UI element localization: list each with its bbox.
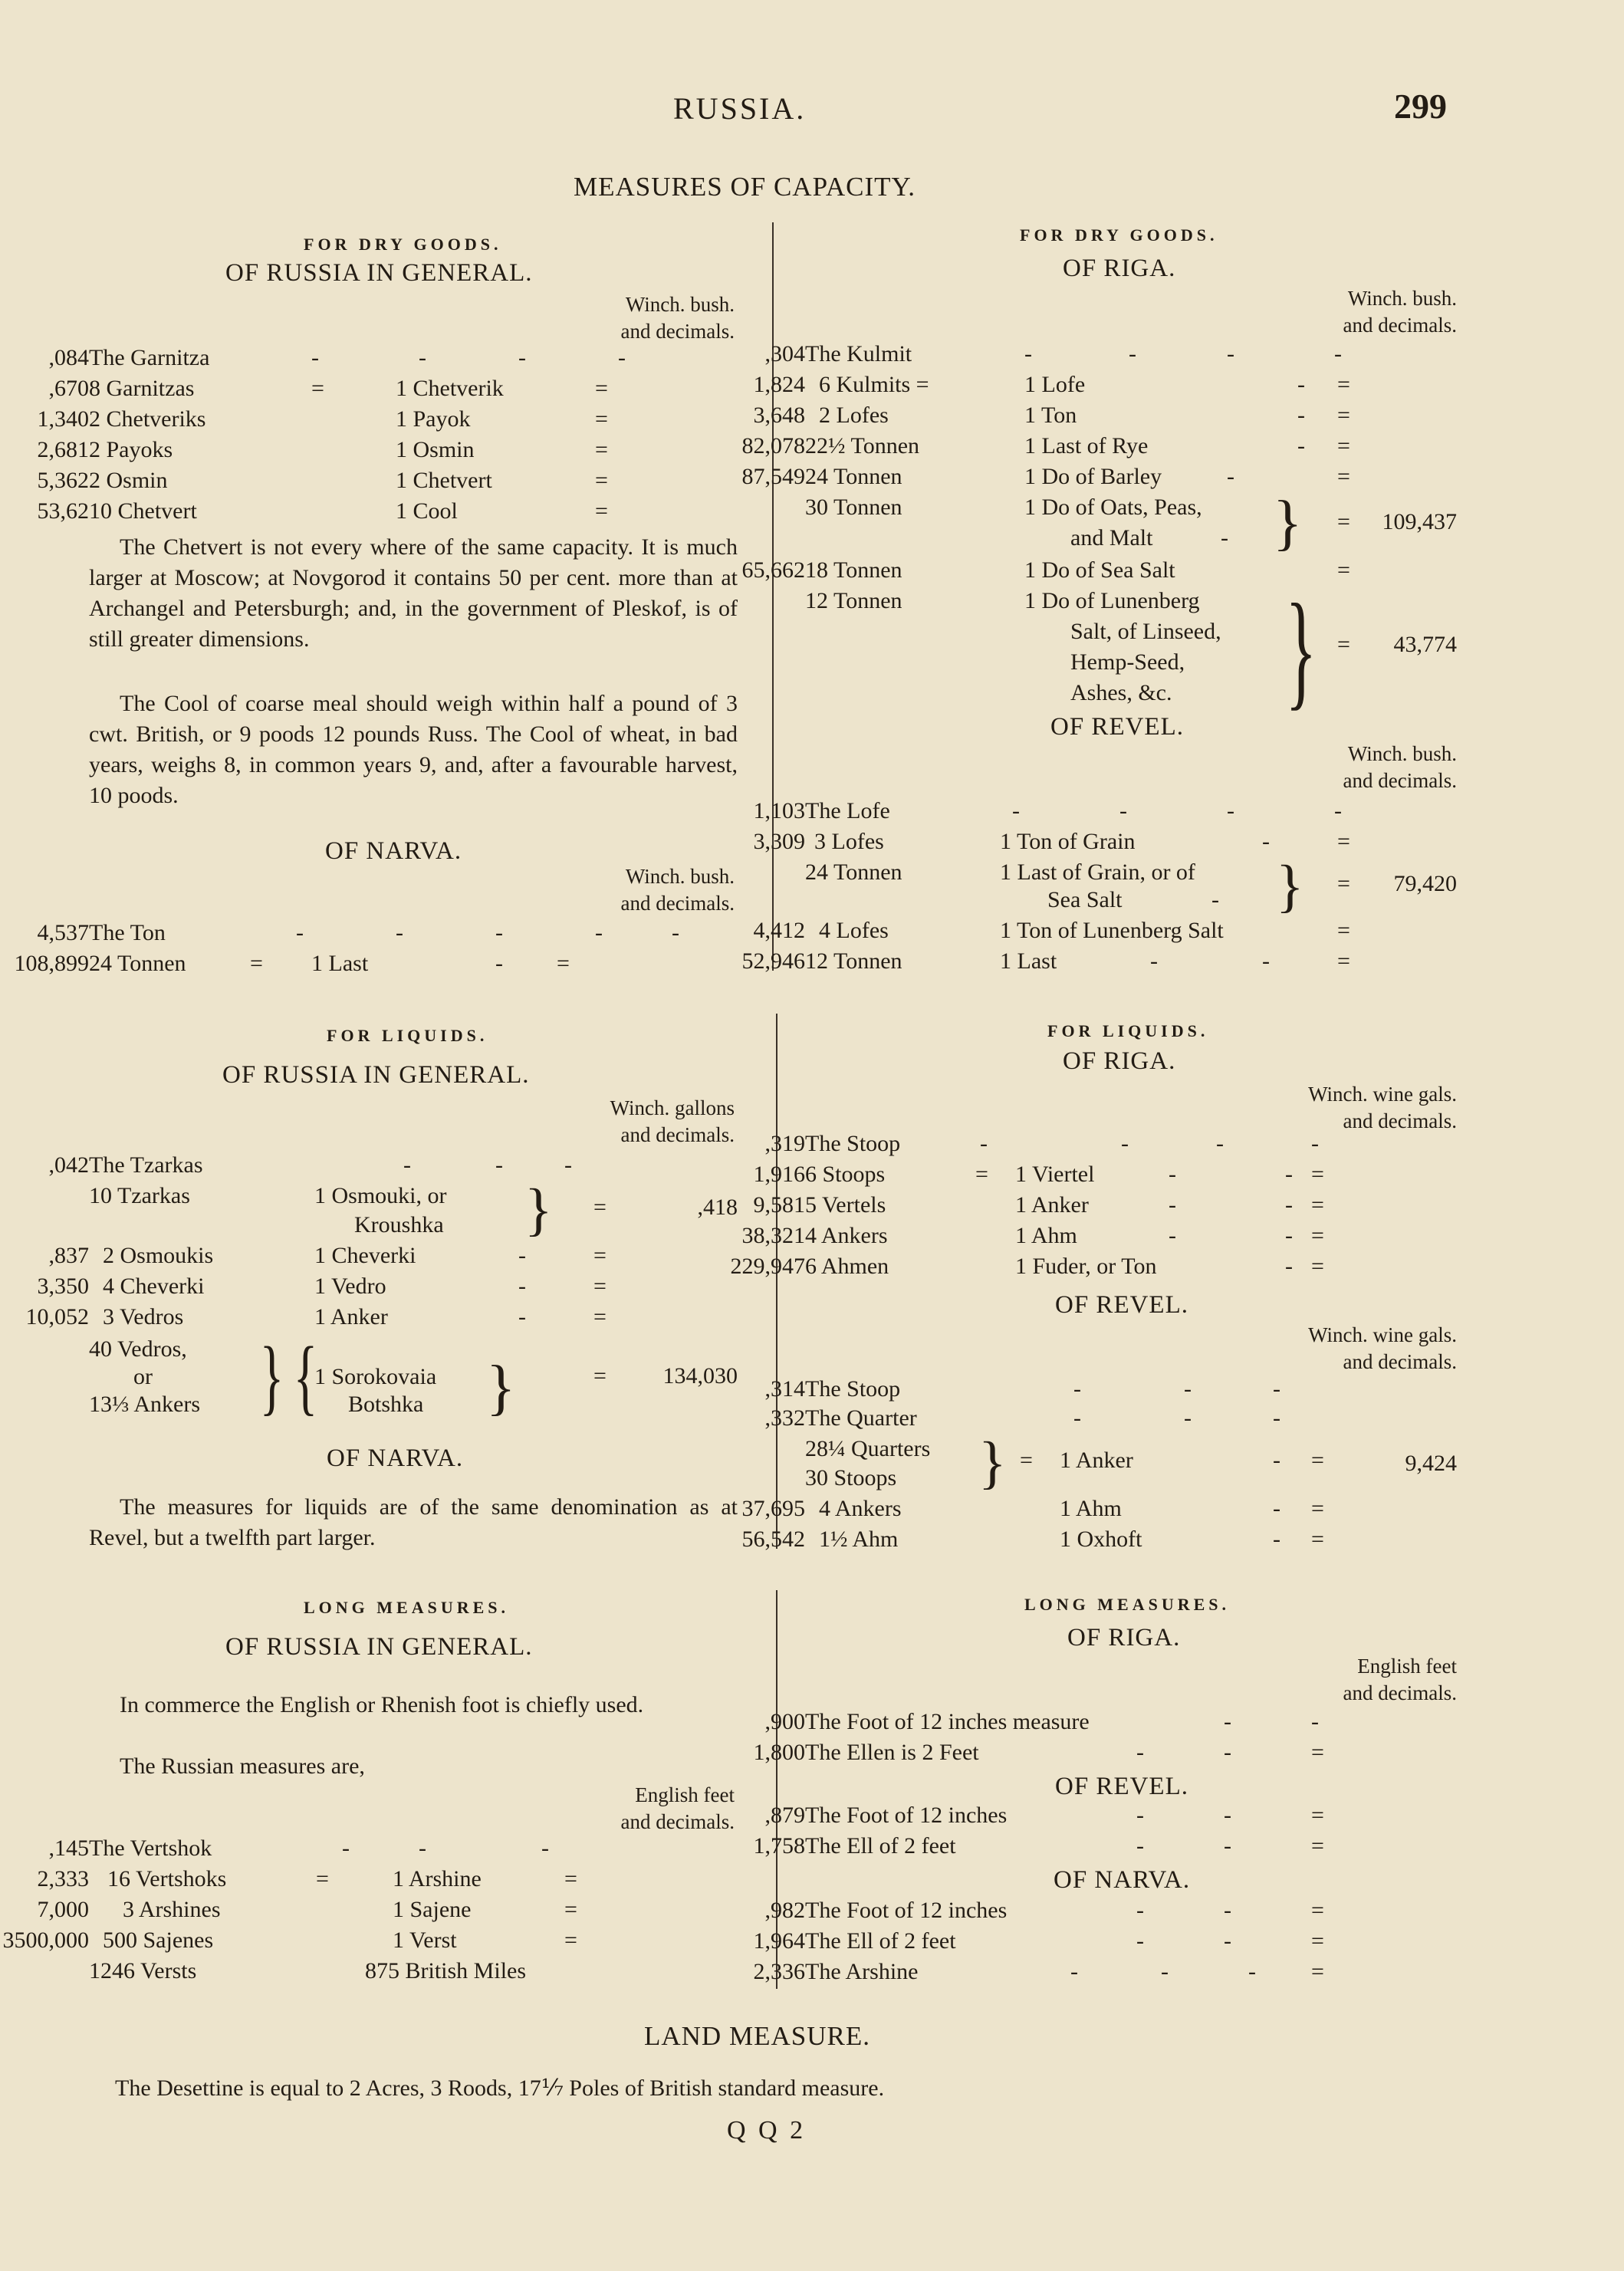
liq-right-label: FOR LIQUIDS. xyxy=(1047,1021,1209,1040)
long-left-title: OF RUSSIA IN GENERAL. xyxy=(225,1633,533,1661)
dry-right-unit: Winch. bush. and decimals. xyxy=(1343,287,1457,337)
dry-right-label: FOR DRY GOODS. xyxy=(1020,225,1218,245)
land-title: LAND MEASURE. xyxy=(644,2021,870,2051)
liq-left-title: OF RUSSIA IN GENERAL. xyxy=(222,1061,530,1089)
liq-right-unit: Winch. wine gals. and decimals. xyxy=(1308,1083,1457,1132)
dry-right-title: OF RIGA. xyxy=(1063,255,1176,282)
long-left-intro-1: In commerce the English or Rhenish foot is chiefly used. xyxy=(120,1692,644,1717)
signature-mark: Q Q 2 xyxy=(727,2116,807,2144)
long-left-intro-2: The Russian measures are, xyxy=(120,1753,365,1779)
brace: } xyxy=(524,1178,553,1242)
long-right-label: LONG MEASURES. xyxy=(1024,1595,1231,1614)
brace: } xyxy=(1276,854,1304,919)
liq-left-label: FOR LIQUIDS. xyxy=(327,1026,488,1045)
brace: { xyxy=(293,1329,318,1423)
dry-right-revel-title: OF REVEL. xyxy=(1050,713,1184,741)
dry-right-revel-unit: Winch. bush. and decimals. xyxy=(1343,742,1457,792)
dry-left-para-1: The Chetvert is not every where of the same capacity. It is much larger at Moscow; at Novgorod it contains 50 per cent. more than at Archangel and Petersburgh; and, in the government of Pleskof, is of still greater dimensions. xyxy=(89,534,738,652)
brace: } xyxy=(1273,489,1303,557)
dry-left-narva-title: OF NARVA. xyxy=(325,837,462,865)
long-right-title: OF RIGA. xyxy=(1067,1624,1181,1651)
liq-right-title: OF RIGA. xyxy=(1063,1047,1176,1075)
long-right-narva-title: OF NARVA. xyxy=(1054,1866,1191,1894)
main-title: MEASURES OF CAPACITY. xyxy=(574,172,916,202)
page-number: 299 xyxy=(1394,87,1447,126)
brace: } xyxy=(486,1354,516,1421)
liq-left-unit: Winch. gallons and decimals. xyxy=(610,1096,735,1146)
dry-left-unit: Winch. bush. and decimals. xyxy=(620,293,735,343)
long-right-revel-title: OF REVEL. xyxy=(1055,1773,1188,1800)
long-right-unit: English feet and decimals. xyxy=(1343,1655,1457,1704)
long-left-label: LONG MEASURES. xyxy=(304,1598,510,1617)
dry-left-label: FOR DRY GOODS. xyxy=(304,235,502,254)
dry-left-title: OF RUSSIA IN GENERAL. xyxy=(225,259,533,287)
brace: } xyxy=(1285,577,1317,721)
liq-right-revel-unit: Winch. wine gals. and decimals. xyxy=(1308,1323,1457,1373)
brace: } xyxy=(978,1431,1007,1495)
dry-left-para-2: The Cool of coarse meal should weigh within half a pound of 3 cwt. British, or 9 poods 12 pounds Russ. The Cool of wheat, in bad years, weighs 8, in common years 9, and, after a favourable harvest, 10 poods. xyxy=(89,691,738,808)
land-text: The Desettine is equal to 2 Acres, 3 Roods, 17⅐ Poles of British standard measure. xyxy=(115,2075,885,2101)
column-rule-top xyxy=(772,222,774,971)
liq-left-narva-title: OF NARVA. xyxy=(327,1444,464,1472)
dry-left-narva-unit: Winch. bush. and decimals. xyxy=(620,865,735,915)
liq-right-revel-title: OF REVEL. xyxy=(1055,1291,1188,1319)
brace: } xyxy=(259,1329,284,1423)
long-left-unit: English feet and decimals. xyxy=(620,1783,735,1833)
running-head: RUSSIA. xyxy=(673,91,807,126)
liq-left-narva-text: The measures for liquids are of the same denomination as at Revel, but a twelfth part larger. xyxy=(89,1494,738,1550)
